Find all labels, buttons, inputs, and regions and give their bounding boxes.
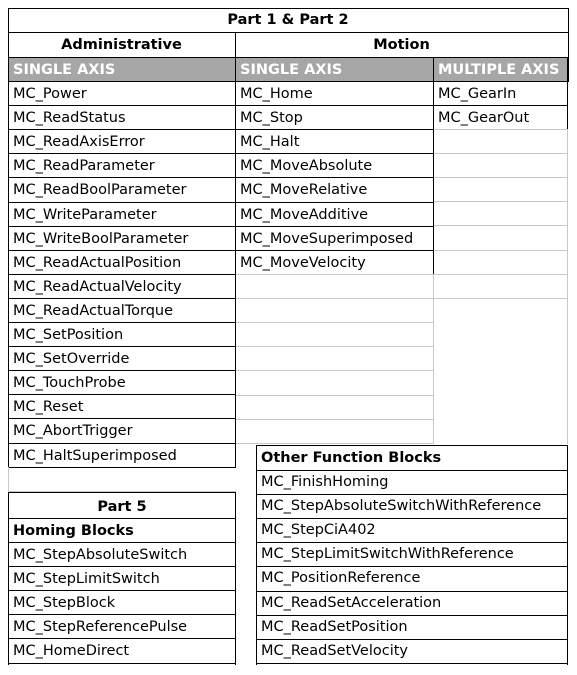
list-item: MC_ReadActualTorque xyxy=(13,302,174,319)
list-item: MC_ReadBoolParameter xyxy=(13,182,187,199)
other-function-blocks-header: Other Function Blocks xyxy=(261,450,442,466)
list-item: MC_MoveVelocity xyxy=(240,254,366,271)
list-item: MC_Halt xyxy=(240,134,300,151)
list-item: MC_Home xyxy=(240,86,313,102)
list-item: MC_GearOut xyxy=(438,110,530,127)
list-item: MC_MoveAdditive xyxy=(240,206,369,223)
list-item: MC_StepReferencePulse xyxy=(13,619,188,636)
list-item: MC_GearIn xyxy=(438,86,517,102)
list-item: MC_ReadActualVelocity xyxy=(13,278,182,295)
list-item: MC_WriteBoolParameter xyxy=(13,230,189,247)
list-item: MC_ReadActualPosition xyxy=(13,254,182,271)
list-item: MC_MoveSuperimposed xyxy=(240,230,414,247)
list-item: MC_StepCiA402 xyxy=(261,522,376,539)
part5-title: Part 5 xyxy=(97,499,147,515)
list-item: MC_SetPosition xyxy=(13,327,124,343)
homing-blocks-header: Homing Blocks xyxy=(13,523,134,539)
admin-single-axis-subheader: SINGLE AXIS xyxy=(9,58,235,82)
list-item: MC_SetOverride xyxy=(13,351,130,368)
motion-single-axis-subheader: SINGLE AXIS xyxy=(236,58,433,82)
list-item: MC_ReadSetAcceleration xyxy=(261,594,442,611)
list-item: MC_ReadStatus xyxy=(13,110,126,127)
list-item: MC_AbortTrigger xyxy=(13,423,133,440)
administrative-header: Administrative xyxy=(61,37,182,53)
part1-2-title: Part 1 & Part 2 xyxy=(227,12,349,28)
list-item: MC_Stop xyxy=(240,110,303,127)
list-item: MC_StepAbsoluteSwitch xyxy=(13,547,188,563)
motion-multiple-axis-subheader: MULTIPLE AXIS xyxy=(434,58,567,82)
list-item: MC_PositionReference xyxy=(261,570,421,587)
list-item: MC_ReadSetVelocity xyxy=(261,642,409,659)
list-item: MC_MoveRelative xyxy=(240,182,368,199)
list-item: MC_HomeDirect xyxy=(13,643,130,660)
list-item: MC_TouchProbe xyxy=(13,375,126,392)
list-item: MC_Power xyxy=(13,86,87,102)
list-item: MC_WriteParameter xyxy=(13,206,157,223)
list-item: MC_StepBlock xyxy=(13,595,116,612)
list-item: MC_FinishHoming xyxy=(261,474,389,490)
list-item: MC_Reset xyxy=(13,399,84,416)
list-item: MC_HaltSuperimposed xyxy=(13,447,177,464)
list-item: MC_ReadSetPosition xyxy=(261,618,408,635)
list-item: MC_StepAbsoluteSwitchWithReference xyxy=(261,498,542,515)
list-item: MC_ReadParameter xyxy=(13,158,155,175)
list-item: MC_ReadAxisError xyxy=(13,134,145,151)
list-item: MC_MoveAbsolute xyxy=(240,158,373,175)
list-item: MC_StepLimitSwitch xyxy=(13,571,160,588)
motion-header: Motion xyxy=(373,37,430,53)
list-item: MC_StepLimitSwitchWithReference xyxy=(261,546,514,563)
